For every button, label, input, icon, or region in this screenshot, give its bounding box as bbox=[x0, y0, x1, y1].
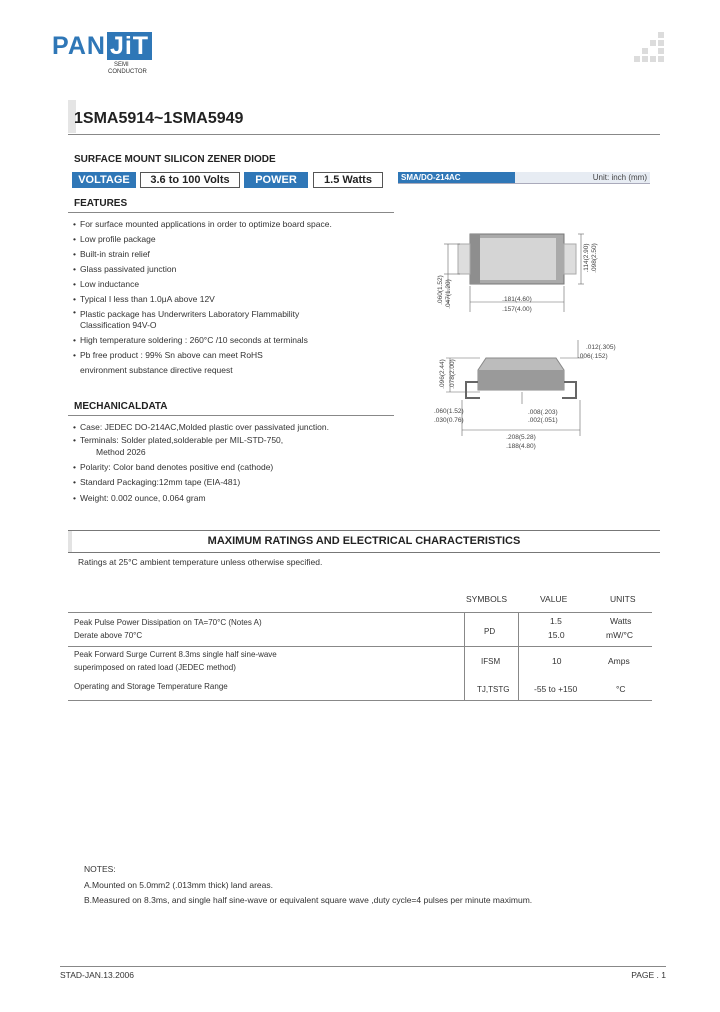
row2-value: 10 bbox=[552, 656, 562, 666]
feature-item: • Typical I less than 1.0μA above 12V bbox=[70, 292, 400, 307]
footer-date: STAD-JAN.13.2006 bbox=[60, 970, 135, 980]
row3-param: Operating and Storage Temperature Range bbox=[74, 682, 228, 691]
mechanical-item: • Standard Packaging:12mm tape (EIA-481) bbox=[70, 476, 400, 489]
feature-continuation: environment substance directive request bbox=[80, 365, 233, 375]
dim-overall-2: .188(4.80) bbox=[506, 443, 536, 450]
row2-symbol: IFSM bbox=[481, 657, 501, 666]
dim-top-left-2: .047(1.20) bbox=[445, 279, 452, 309]
header-symbols: SYMBOLS bbox=[466, 594, 508, 604]
package-bar bbox=[398, 172, 650, 184]
feature-item: • High temperature soldering : 260°C /10 seconds at terminals bbox=[70, 333, 400, 348]
row1-symbol: PD bbox=[484, 627, 496, 636]
dim-lead-right-2: .002(.051) bbox=[528, 417, 558, 424]
row3-symbol: TJ,TSTG bbox=[477, 685, 510, 694]
feature-item: • Plastic package has Underwriters Laboratory Flammability bbox=[70, 307, 400, 320]
brand-pan: PAN bbox=[52, 32, 106, 60]
mechanical-item: • Case: JEDEC DO-214AC,Molded plastic over passivated junction. bbox=[70, 421, 400, 434]
feature-item: • For surface mounted applications in order to optimize board space. bbox=[70, 217, 400, 232]
row1-unit-1: Watts bbox=[610, 616, 632, 626]
row1-param-2: Derate above 70°C bbox=[74, 631, 143, 640]
dim-lead-right-1: .008(.203) bbox=[528, 409, 558, 416]
mechanical-item: • Polarity: Color band denotes positive end (cathode) bbox=[70, 461, 400, 474]
row3-unit: °C bbox=[616, 684, 626, 694]
brand-logo bbox=[52, 32, 152, 61]
dim-top-width-2: .157(4.00) bbox=[502, 306, 532, 313]
dim-side-left-1: .096(2.44) bbox=[439, 359, 446, 389]
ratings-table bbox=[68, 594, 652, 704]
brand-sub-line2: CONDUCTOR bbox=[108, 69, 147, 75]
features-heading: FEATURES bbox=[74, 198, 128, 209]
mechanical-list bbox=[70, 421, 400, 504]
max-ratings-title: MAXIMUM RATINGS AND ELECTRICAL CHARACTERISTICS bbox=[207, 535, 521, 547]
header-units: UNITS bbox=[610, 594, 636, 604]
package-unit: Unit: inch (mm) bbox=[592, 173, 647, 182]
lead-left bbox=[458, 244, 470, 274]
dim-side-left-2: .078(2.00) bbox=[449, 359, 456, 389]
dim-top-right-2: .098(2.50) bbox=[591, 243, 598, 273]
feature-item: • Pb free product : 99% Sn above can meet RoHS bbox=[70, 348, 400, 363]
dim-top-left-1: .060(1.52) bbox=[437, 275, 444, 305]
mechanical-heading: MECHANICALDATA bbox=[74, 401, 168, 412]
feature-item: • Low profile package bbox=[70, 232, 400, 247]
brand-subtitle bbox=[108, 62, 147, 76]
subtitle: SURFACE MOUNT SILICON ZENER DIODE bbox=[74, 154, 276, 165]
row1-value-1: 1.5 bbox=[550, 616, 562, 626]
dim-lead-left-2: .030(0.76) bbox=[434, 417, 464, 424]
brand-sub-line1: SEMI bbox=[114, 62, 129, 68]
feature-item: • Low inductance bbox=[70, 277, 400, 292]
row1-value-2: 15.0 bbox=[548, 630, 565, 640]
features-list bbox=[70, 217, 400, 378]
notes bbox=[84, 862, 532, 909]
dim-top-width-1: .181(4.60) bbox=[502, 296, 532, 303]
note-a: A.Mounted on 5.0mm2 (.013mm thick) land areas. bbox=[84, 879, 273, 890]
row3-value: -55 to +150 bbox=[534, 684, 578, 694]
package-drawing bbox=[400, 222, 650, 462]
lead-right bbox=[564, 244, 576, 274]
mechanical-item: • Weight: 0.002 ounce, 0.064 gram bbox=[70, 492, 400, 505]
power-label: POWER bbox=[244, 172, 308, 188]
dim-side-right-2: .006(.152) bbox=[578, 353, 608, 360]
max-ratings-heading bbox=[68, 530, 660, 553]
dim-side-right-1: .012(.305) bbox=[586, 344, 616, 351]
cathode-band bbox=[470, 234, 480, 284]
row2-param-1: Peak Forward Surge Current 8.3ms single half sine-wave bbox=[74, 650, 277, 659]
brand-jit: JiT bbox=[107, 32, 152, 60]
row1-param-1: Peak Pulse Power Dissipation on TA=70°C (Notes A) bbox=[74, 618, 262, 627]
footer bbox=[60, 966, 666, 980]
decor-squares bbox=[634, 32, 670, 68]
features-rule bbox=[68, 212, 394, 213]
mechanical-rule bbox=[68, 415, 394, 416]
notes-heading: NOTES: bbox=[84, 864, 116, 874]
row1-unit-2: mW/°C bbox=[606, 630, 634, 640]
package-top-face bbox=[478, 238, 556, 280]
feature-item: • Built-in strain relief bbox=[70, 247, 400, 262]
mechanical-continuation: Method 2026 bbox=[96, 447, 146, 457]
package-name: SMA/DO-214AC bbox=[398, 172, 515, 183]
note-b: B.Measured on 8.3ms, and single half sine-wave or equivalent square wave ,duty cycle=4 pulses per minute maximum. bbox=[84, 895, 533, 905]
feature-continuation: Classification 94V-O bbox=[80, 320, 157, 330]
row2-param-2: superimposed on rated load (JEDEC method) bbox=[74, 663, 236, 672]
feature-item: • Glass passivated junction bbox=[70, 262, 400, 277]
voltage-value: 3.6 to 100 Volts bbox=[140, 172, 240, 188]
row2-unit: Amps bbox=[608, 656, 630, 666]
voltage-label: VOLTAGE bbox=[72, 172, 136, 188]
dim-top-right-1: .114(2.90) bbox=[583, 243, 590, 273]
header-value: VALUE bbox=[540, 594, 568, 604]
ratings-note: Ratings at 25°C ambient temperature unless otherwise specified. bbox=[78, 557, 323, 567]
power-value: 1.5 Watts bbox=[313, 172, 383, 188]
package-side-base bbox=[478, 370, 564, 390]
page-title: 1SMA5914~1SMA5949 bbox=[74, 110, 244, 127]
dim-lead-left-1: .060(1.52) bbox=[434, 408, 464, 415]
dim-overall-1: .208(5.28) bbox=[506, 434, 536, 441]
mechanical-item: • Terminals: Solder plated,solderable per MIL-STD-750, bbox=[70, 434, 400, 447]
footer-page: PAGE . 1 bbox=[631, 970, 666, 980]
